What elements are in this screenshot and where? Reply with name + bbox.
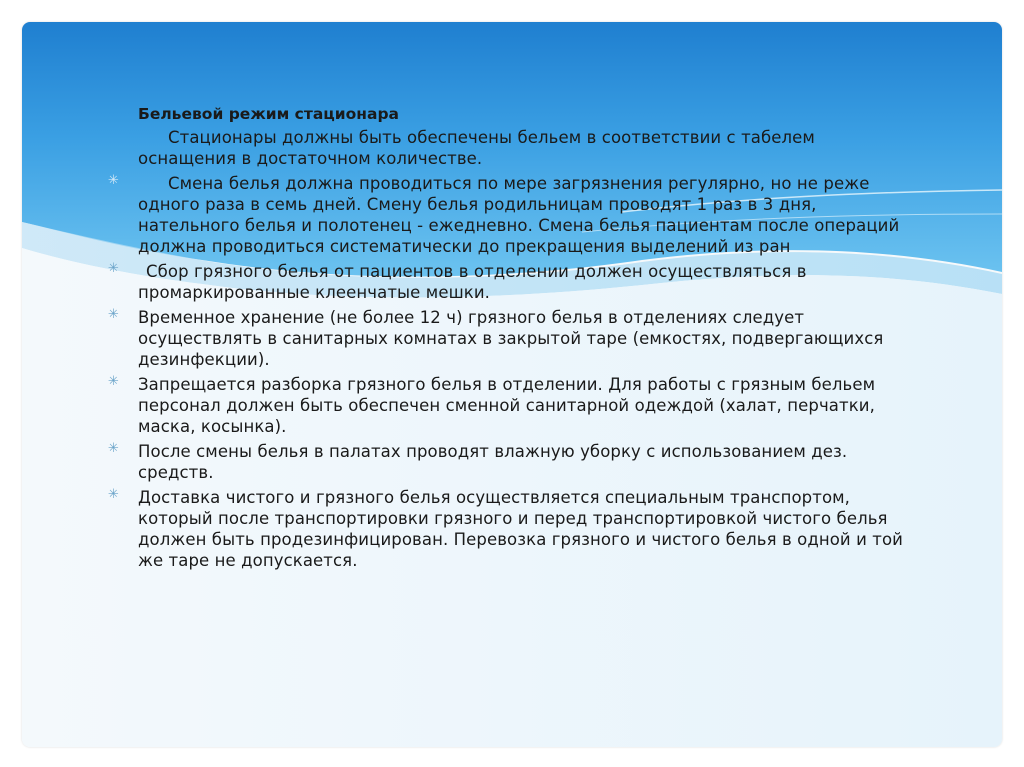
asterisk-bullet-icon: ✳ bbox=[108, 441, 119, 456]
list-item bbox=[108, 307, 908, 370]
list-item bbox=[108, 441, 908, 483]
asterisk-bullet-icon: ✳ bbox=[108, 374, 119, 389]
list-item-text: Стационары должны быть обеспечены бельем в соответствии с табелем оснащения в достаточном количестве. bbox=[138, 128, 815, 168]
slide-title: Бельевой режим стационара bbox=[138, 105, 400, 123]
list-item-text: Запрещается разборка грязного белья в отделении. Для работы с грязным бельем персонал должен быть обеспечен сменной санитарной одеждой (халат, перчатки, маска, косынка). bbox=[138, 375, 876, 436]
asterisk-bullet-icon: ✳ bbox=[108, 261, 119, 276]
asterisk-bullet-icon: ✳ bbox=[108, 307, 119, 322]
list-item-text: Временное хранение (не более 12 ч) грязного белья в отделениях следует осуществлять в санитарных комнатах в закрытой таре (емкостях, подвергающихся дезинфекции). bbox=[138, 308, 884, 369]
slide-content bbox=[108, 104, 908, 575]
list-item-text: Доставка чистого и грязного белья осуществляется специальным транспортом, который после транспортировки грязного и перед транспортировкой чистого белья должен быть продезинфицирован. Перевозка грязного и чистого белья в одной и той же таре не допускается. bbox=[138, 488, 903, 570]
list-item bbox=[108, 261, 908, 303]
list-item-text: После смены белья в палатах проводят влажную уборку с использованием дез. средств. bbox=[138, 442, 848, 482]
list-item bbox=[108, 173, 908, 257]
slide bbox=[22, 22, 1002, 747]
asterisk-bullet-icon: ✳ bbox=[108, 173, 119, 188]
list-item bbox=[108, 127, 908, 169]
list-item-text: Сбор грязного белья от пациентов в отделении должен осуществляться в промаркированные клеенчатые мешки. bbox=[138, 262, 807, 302]
list-item bbox=[108, 374, 908, 437]
asterisk-bullet-icon: ✳ bbox=[108, 487, 119, 502]
list-item bbox=[108, 487, 908, 571]
list-item-text: Смена белья должна проводиться по мере загрязнения регулярно, но не реже одного раза в семь дней. Смену белья родильницам проводят 1 раз в 3 дня, нательного белья и полотенец - ежедневно. Смена белья пациентам после операций должна проводиться систематически до прекращения выделений из ран bbox=[138, 174, 900, 256]
bullet-icon bbox=[108, 128, 122, 142]
